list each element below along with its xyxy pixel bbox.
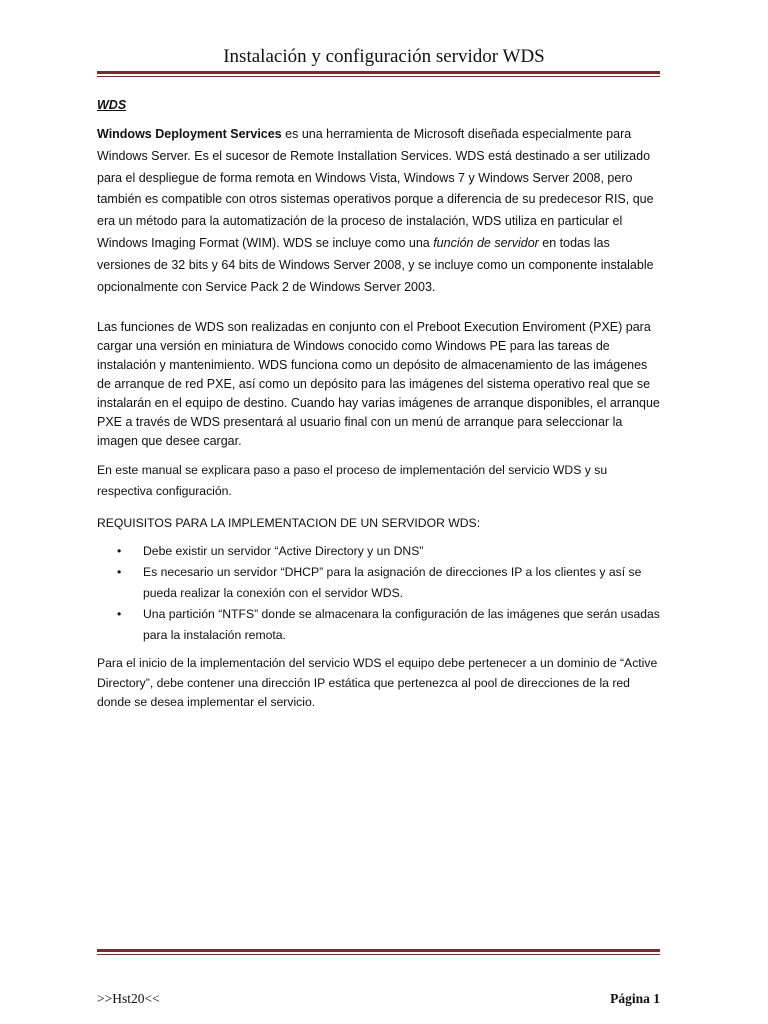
bullet-icon: • — [117, 544, 122, 559]
requirement-text: Es necesario un servidor “DHCP” para la asignación de direcciones IP a los clientes y así se pueda realizar la conexión con el servidor WDS. — [143, 565, 642, 601]
document-body — [97, 96, 662, 713]
requirement-text: Una partición “NTFS” donde se almacenara la configuración de las imágenes que serán usadas para la instalación remota. — [143, 607, 660, 643]
bullet-icon: • — [117, 607, 122, 622]
footer-page — [610, 991, 660, 1007]
page-label: Página — [610, 991, 650, 1006]
list-item — [97, 541, 662, 562]
paragraph-domain: Para el inicio de la implementación del servicio WDS el equipo debe pertenecer a un dominio de “Active Directory”, debe contener una dirección IP estática que pertenezca al pool de direcciones de la red donde se desea implementar el servicio. — [97, 656, 658, 710]
page-header-title: Instalación y configuración servidor WDS — [223, 46, 545, 67]
paragraph-intro — [97, 124, 662, 298]
paragraph-manual: En este manual se explicara paso a paso el proceso de implementación del servicio WDS y su respectiva configuración. — [97, 463, 608, 499]
intro-italic-term: función de servidor — [433, 235, 539, 250]
requirements-title: REQUISITOS PARA LA IMPLEMENTACION DE UN SERVIDOR WDS: — [97, 516, 481, 531]
paragraph-functions: Las funciones de WDS son realizadas en conjunto con el Preboot Execution Enviroment (PXE) para cargar una versión en miniatura de Windows conocido como Windows PE para las tareas de instalación y mantenimiento. WDS funciona como un depósito de almacenamiento de las imágenes de arranque de red PXE, así como un depósito para las imágenes del sistema operativo real que se instalarán en el equipo de destino. Cuando hay varias imágenes de arranque disponibles, el arranque PXE a través de WDS presentará al usuario final con un menú de arranque para seleccionar la imagen que desee cargar. — [97, 320, 660, 449]
footer-rule — [97, 949, 660, 955]
intro-bold-term: Windows Deployment Services — [97, 127, 282, 141]
intro-text-b: en todas las versiones de 32 bits y 64 bits de Windows Server 2008, y se incluye como un componente instalable opcionalmente con Service Pack 2 de Windows Server 2003. — [97, 235, 654, 294]
list-item — [97, 604, 662, 646]
requirement-text: Debe existir un servidor “Active Directory y un DNS” — [143, 544, 424, 559]
bullet-icon: • — [117, 565, 122, 580]
requirements-list — [97, 541, 662, 646]
header-rule — [97, 71, 660, 77]
page-number: 1 — [653, 991, 660, 1006]
footer-author: >>Hst20<< — [97, 991, 160, 1006]
section-heading: WDS — [97, 98, 127, 112]
list-item — [97, 562, 662, 604]
intro-text-a: es una herramienta de Microsoft diseñada especialmente para Windows Server. Es el sucesor de Remote Installation Services. WDS está destinado a ser utilizado para el despliegue de forma remota en Windows Vista, Windows 7 y Windows Server 2008, pero también es compatible con otros sistemas operativos porque a diferencia de su predecesor RIS, que era un método para la automatización de la proceso de instalación, WDS utiliza en particular el Windows Imaging Format (WIM). WDS se incluye como una — [97, 127, 654, 250]
